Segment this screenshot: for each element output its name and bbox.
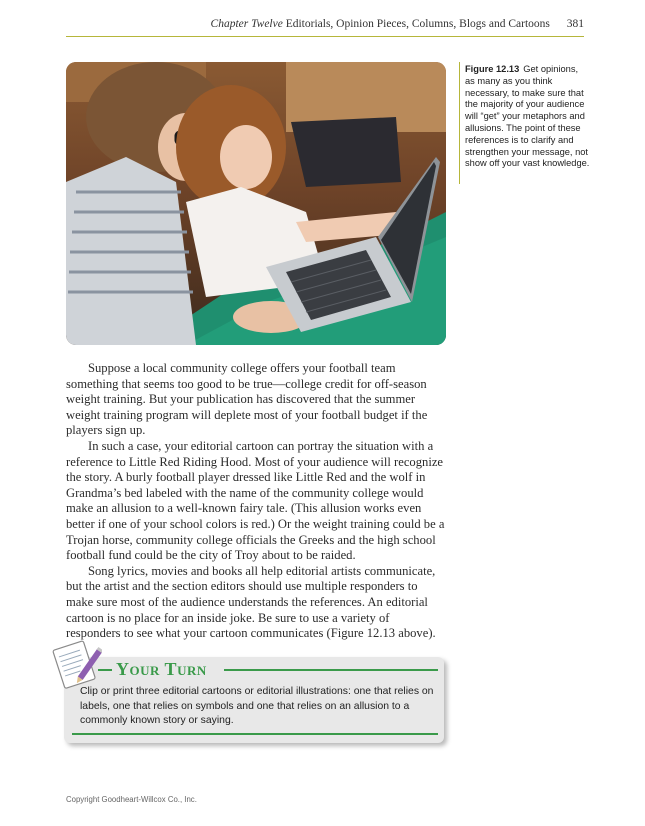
body-text: [66, 361, 446, 642]
paragraph: Song lyrics, movies and books all help editorial artists communicate, but the artist and the section editors should use multiple responders to make sure most of the audience understands the references. An editorial cartoon is no place for an inside joke. Be sure to use a variety of responders to see what your cartoon communicates (Figure 12.13 above).: [66, 563, 436, 641]
caption-rule: [459, 62, 460, 184]
photo-illustration: [66, 62, 446, 345]
your-turn-title: Your Turn: [116, 659, 207, 679]
figure-photo: [66, 62, 446, 345]
paragraph: Suppose a local community college offers your football team something that seems too good to be true—college credit for off-season weight training. But your publication has discovered that the summer weight training program will deplete most of your football budget if the players sign up.: [66, 361, 428, 438]
your-turn-rule-right: [224, 669, 438, 671]
copyright-footer: Copyright Goodheart-Willcox Co., Inc.: [66, 795, 197, 804]
figure-caption-text: Get opinions, as many as you think necessary, to make sure that the majority of your audience will “get” your metaphors and allusions. The point of these references is to clarify and strengthen your message, not show off your vast knowledge.: [465, 64, 590, 169]
chapter-label: Chapter Twelve: [210, 18, 283, 30]
figure-caption: [465, 64, 590, 170]
running-header: [66, 18, 584, 36]
your-turn-bottom-rule: [72, 733, 438, 735]
chapter-title: Editorials, Opinion Pieces, Columns, Blogs and Cartoons: [285, 18, 550, 30]
header-rule: [66, 36, 584, 37]
page-number: 381: [566, 18, 584, 30]
figure-label: Figure 12.13: [465, 64, 520, 74]
your-turn-text: Clip or print three editorial cartoons or editorial illustrations: one that relies on labels, one that relies on symbols and one that relies on an allusion to a commonly known story or saying.: [80, 686, 434, 726]
notepad-pencil-icon: [50, 636, 102, 692]
paragraph: In such a case, your editorial cartoon can portray the situation with a reference to Little Red Riding Hood. Most of your audience will recognize the story. A burly football player dressed like Little Red and the wolf in Grandma’s bed labeled with the name of the community college would make an allusion to a well-known fairy tale. (This allusion works even better if one of your school colors is red.) Or the weight training could be a Trojan horse, community college officials the Greeks and the high school football fund could be the city of Troy about to be raided.: [66, 438, 445, 563]
